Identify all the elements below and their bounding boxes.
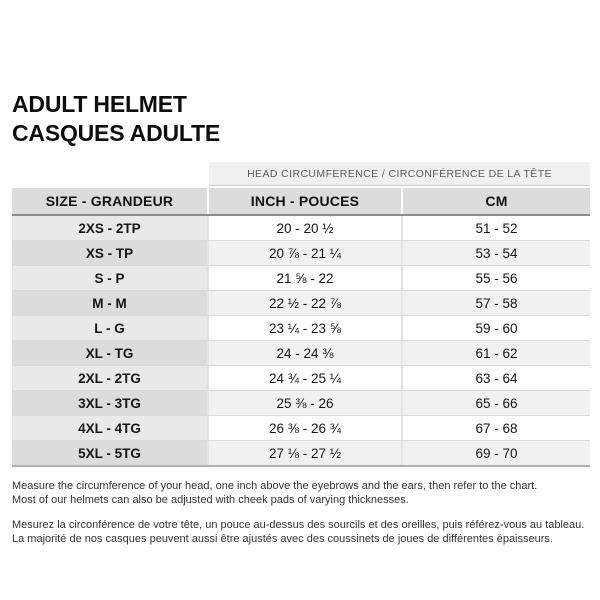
cm-cell: 69 - 70 — [403, 441, 590, 465]
table-row — [12, 391, 590, 416]
page-title — [12, 90, 220, 148]
inch-cell: 25 ⅜ - 26 — [209, 391, 401, 415]
inch-cell: 26 ⅜ - 26 ¾ — [209, 416, 401, 440]
size-cell: L - G — [12, 316, 207, 340]
footer-note-fr-line1: Mesurez la circonférence de votre tête, un pouce au-dessus des sourcils et des oreilles, puis référez-vous au tableau. — [12, 519, 585, 531]
cm-cell: 63 - 64 — [403, 366, 590, 390]
inch-cell: 23 ¼ - 23 ⅝ — [209, 316, 401, 340]
page-title-fr: CASQUES ADULTE — [12, 120, 221, 146]
inch-cell: 24 - 24 ⅜ — [209, 341, 401, 365]
footer-note-fr-line2: La majorité de nos casques peuvent aussi être ajustés avec des coussinets de joues de différentes épaisseurs. — [12, 532, 553, 545]
cm-cell: 65 - 66 — [403, 391, 590, 415]
col-header-cm: CM — [403, 188, 590, 214]
table-row — [12, 416, 590, 441]
inch-cell: 20 ⅞ - 21 ¼ — [209, 241, 401, 265]
page-title-en: ADULT HELMET — [12, 91, 187, 117]
table-header-row — [12, 188, 590, 216]
cm-cell: 61 - 62 — [403, 341, 590, 365]
table-row — [12, 266, 590, 291]
size-cell: M - M — [12, 291, 207, 315]
size-cell: S - P — [12, 266, 207, 290]
cm-cell: 53 - 54 — [403, 241, 590, 265]
cm-cell: 59 - 60 — [403, 316, 590, 340]
col-header-inch: INCH - POUCES — [209, 188, 401, 214]
inch-cell: 24 ¾ - 25 ¼ — [209, 366, 401, 390]
table-row — [12, 341, 590, 366]
col-header-size: SIZE - GRANDEUR — [12, 188, 207, 214]
table-row — [12, 366, 590, 391]
size-chart-table — [12, 162, 590, 467]
footer-note-en — [12, 480, 590, 507]
table-row — [12, 316, 590, 341]
footer-note-fr — [12, 519, 590, 546]
cm-cell: 57 - 58 — [403, 291, 590, 315]
cm-cell: 67 - 68 — [403, 416, 590, 440]
inch-cell: 22 ½ - 22 ⅞ — [209, 291, 401, 315]
size-cell: 5XL - 5TG — [12, 441, 207, 465]
inch-cell: 27 ⅛ - 27 ½ — [209, 441, 401, 465]
size-cell: 2XS - 2TP — [12, 216, 207, 240]
table-row — [12, 241, 590, 266]
table-row — [12, 291, 590, 316]
size-cell: 2XL - 2TG — [12, 366, 207, 390]
band-spacer — [12, 162, 207, 186]
table-rows — [12, 216, 590, 467]
head-circumference-header: HEAD CIRCUMFERENCE / CIRCONFÉRENCE DE LA TÊTE — [209, 162, 590, 186]
cm-cell: 51 - 52 — [403, 216, 590, 240]
footer-note-en-line2: Most of our helmets can also be adjusted with cheek pads of varying thicknesses. — [12, 493, 409, 506]
footer-note-en-line1: Measure the circumference of your head, one inch above the eyebrows and the ears, then refer to the chart. — [12, 480, 538, 492]
size-cell: 4XL - 4TG — [12, 416, 207, 440]
inch-cell: 21 ⅝ - 22 — [209, 266, 401, 290]
size-cell: XS - TP — [12, 241, 207, 265]
table-row — [12, 441, 590, 467]
cm-cell: 55 - 56 — [403, 266, 590, 290]
head-circumference-band — [12, 162, 590, 186]
measuring-instructions — [12, 480, 590, 546]
size-cell: 3XL - 3TG — [12, 391, 207, 415]
inch-cell: 20 - 20 ½ — [209, 216, 401, 240]
size-cell: XL - TG — [12, 341, 207, 365]
table-row — [12, 216, 590, 241]
